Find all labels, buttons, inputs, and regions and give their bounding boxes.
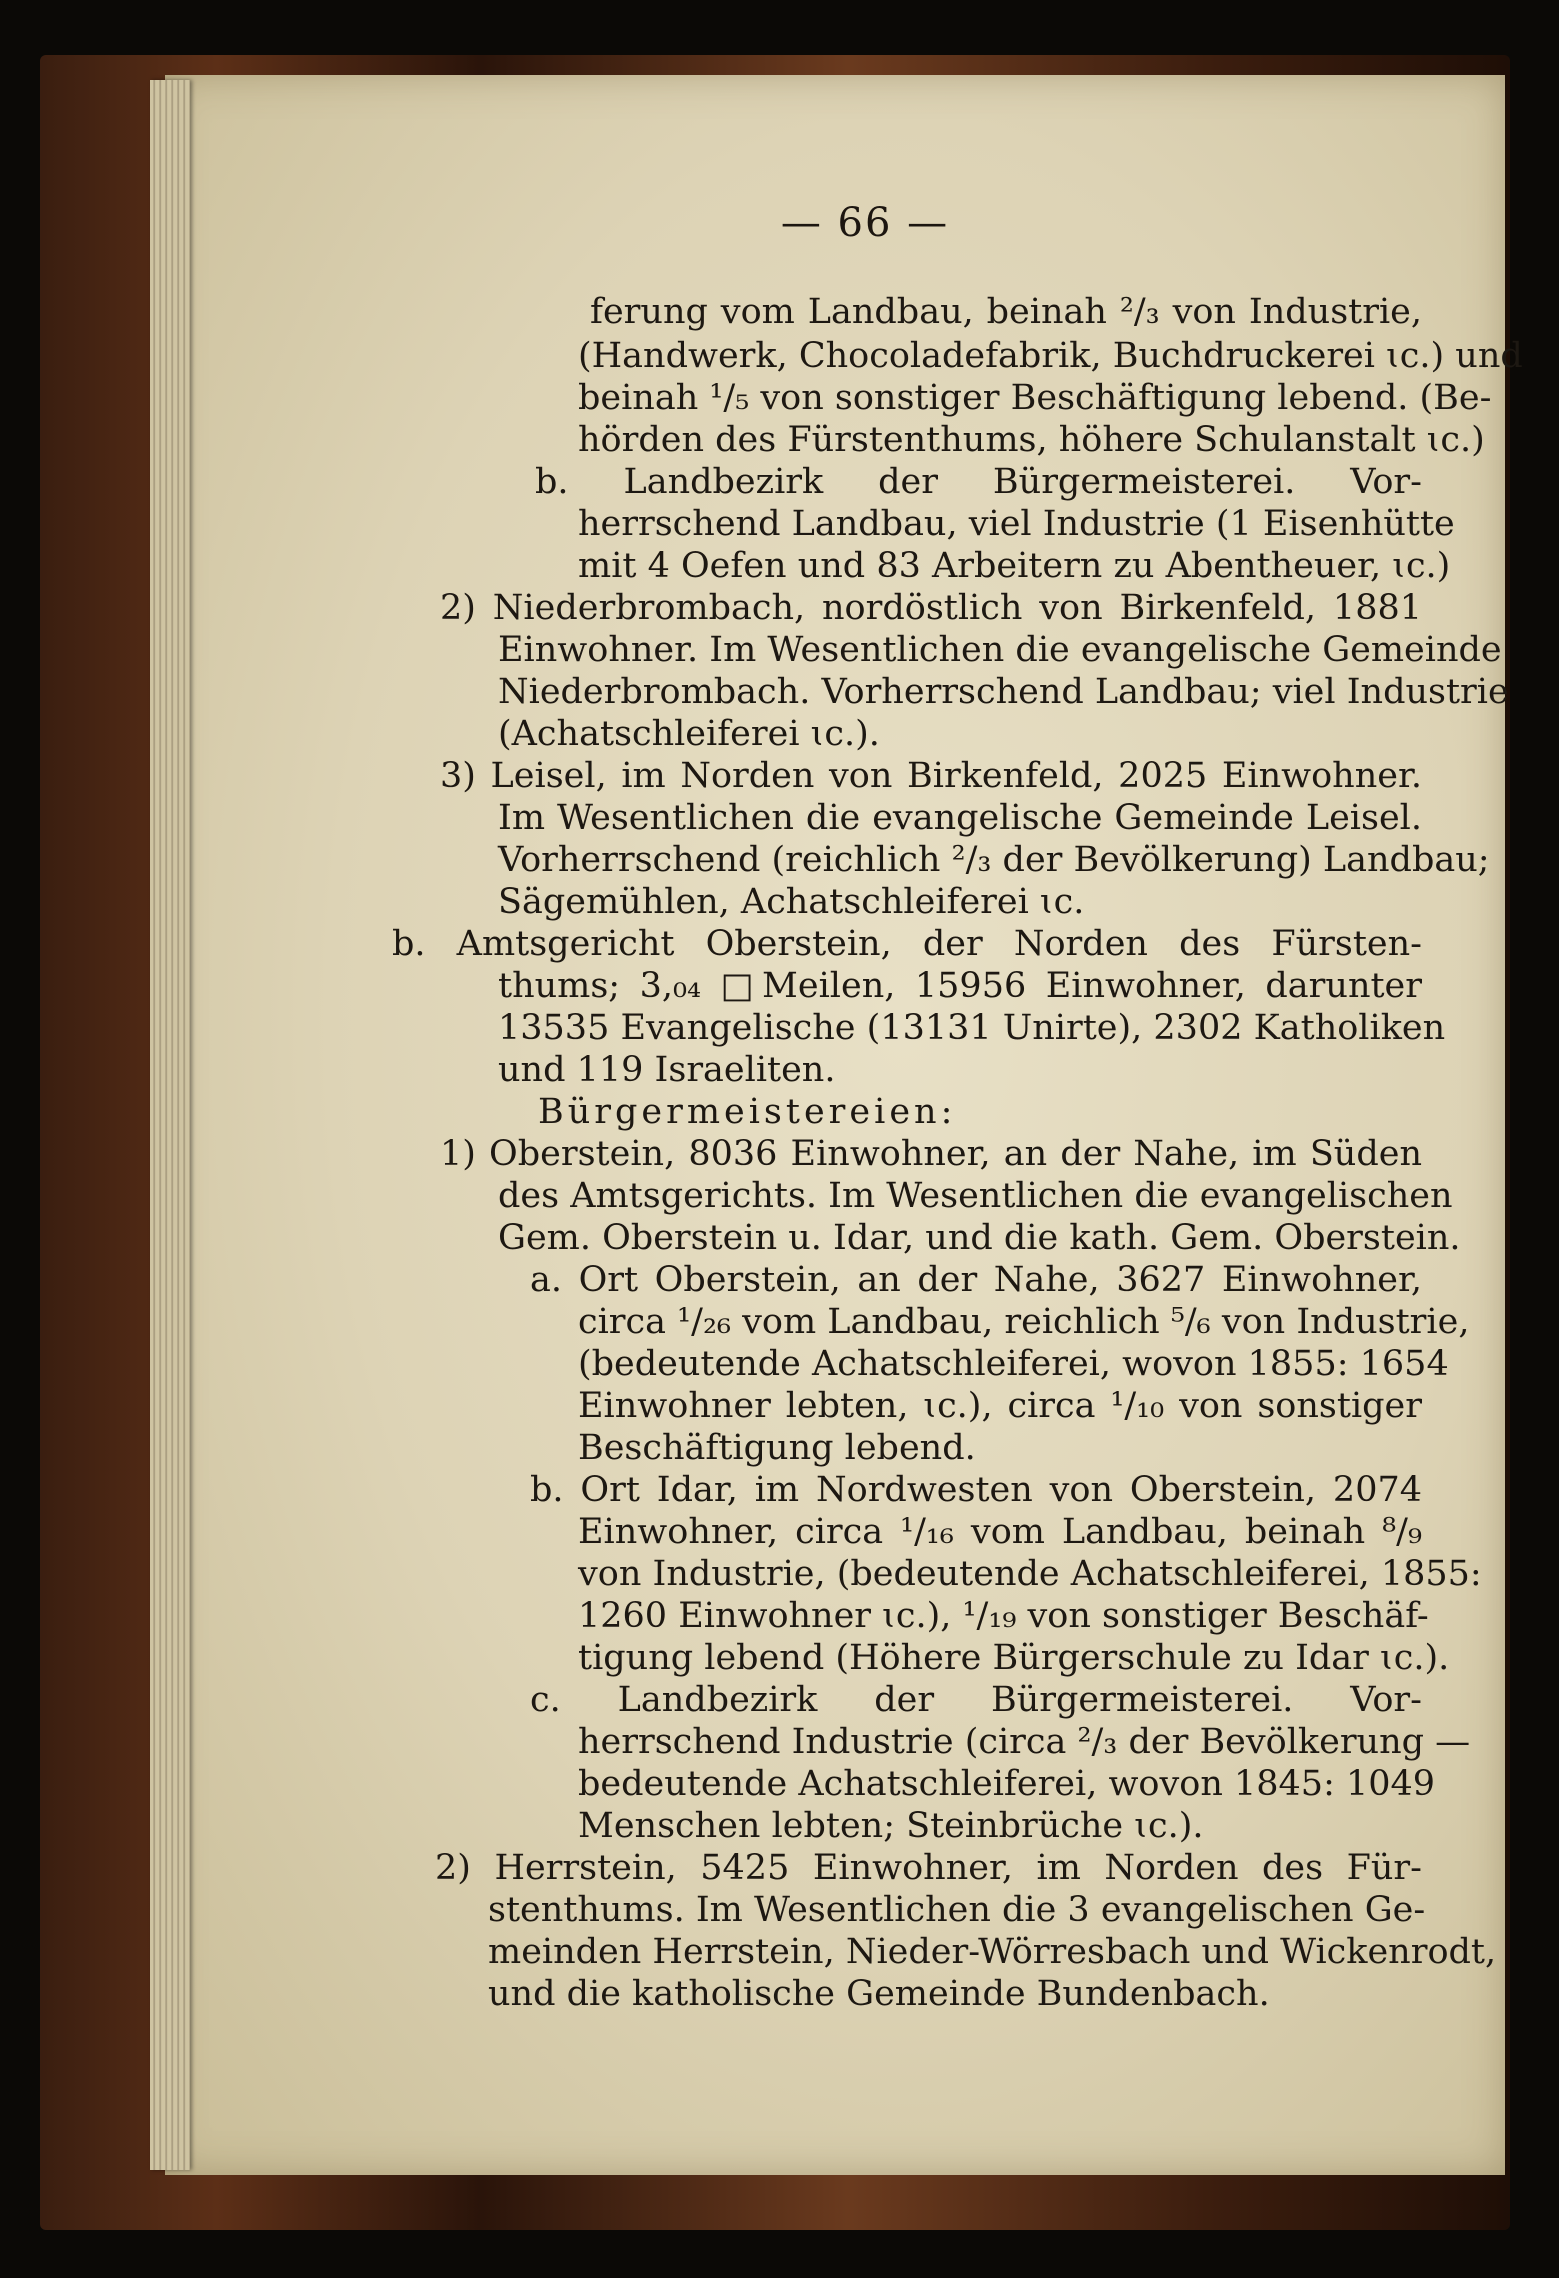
- text-line: 1260 Einwohner ɩc.), ¹/₁₉ von sonstiger Beschäf-: [578, 1596, 1429, 1636]
- text-line: 2) Niederbrombach, nordöstlich von Birkenfeld, 1881: [440, 588, 1422, 628]
- text-line: bedeutende Achatschleiferei, wovon 1845: 1049: [578, 1764, 1436, 1804]
- text-line: Niederbrombach. Vorherrschend Landbau; viel Industrie: [498, 672, 1509, 712]
- text-line: circa ¹/₂₆ vom Landbau, reichlich ⁵/₆ von Industrie,: [578, 1302, 1470, 1342]
- text-line: c. Landbezirk der Bürgermeisterei. Vor-: [530, 1680, 1422, 1720]
- text-line: herrschend Landbau, viel Industrie (1 Eisenhütte: [578, 504, 1455, 544]
- text-line: Sägemühlen, Achatschleiferei ɩc.: [498, 882, 1085, 922]
- text-line: (Handwerk, Chocoladefabrik, Buchdruckerei ɩc.) und: [578, 336, 1523, 376]
- text-line: beinah ¹/₅ von sonstiger Beschäftigung lebend. (Be-: [578, 378, 1492, 418]
- text-line: thums; 3,₀₄ □Meilen, 15956 Einwohner, darunter: [498, 966, 1422, 1006]
- text-line: mit 4 Oefen und 83 Arbeitern zu Abentheuer, ɩc.): [578, 546, 1451, 586]
- text-line: 3) Leisel, im Norden von Birkenfeld, 2025 Einwohner.: [440, 756, 1422, 796]
- text-line: Beschäftigung lebend.: [578, 1428, 976, 1468]
- text-line: von Industrie, (bedeutende Achatschleiferei, 1855:: [578, 1554, 1482, 1594]
- text-line: (Achatschleiferei ɩc.).: [498, 714, 880, 754]
- text-line: Einwohner, circa ¹/₁₆ vom Landbau, beinah ⁸/₉: [578, 1512, 1422, 1552]
- text-line: Menschen lebten; Steinbrüche ɩc.).: [578, 1806, 1204, 1846]
- text-line: und die katholische Gemeinde Bundenbach.: [488, 1974, 1270, 2014]
- text-line: 13535 Evangelische (13131 Unirte), 2302 Katholiken: [498, 1008, 1446, 1048]
- text-line: Einwohner lebten, ɩc.), circa ¹/₁₀ von sonstiger: [578, 1386, 1422, 1426]
- text-line: Gem. Oberstein u. Idar, und die kath. Gem. Oberstein.: [498, 1218, 1461, 1258]
- text-line: Im Wesentlichen die evangelische Gemeinde Leisel.: [498, 798, 1422, 838]
- text-line: ferung vom Landbau, beinah ²/₃ von Industrie,: [590, 292, 1422, 332]
- text-line: tigung lebend (Höhere Bürgerschule zu Idar ɩc.).: [578, 1638, 1450, 1678]
- text-line: des Amtsgerichts. Im Wesentlichen die evangelischen: [498, 1176, 1453, 1216]
- text-line: 1) Oberstein, 8036 Einwohner, an der Nahe, im Süden: [440, 1134, 1422, 1174]
- text-line: stenthums. Im Wesentlichen die 3 evangelischen Ge-: [488, 1890, 1426, 1930]
- text-line: Vorherrschend (reichlich ²/₃ der Bevölkerung) Landbau;: [498, 840, 1490, 880]
- text-line: Einwohner. Im Wesentlichen die evangelische Gemeinde: [498, 630, 1502, 670]
- text-line: und 119 Israeliten.: [498, 1050, 836, 1090]
- text-line: meinden Herrstein, Nieder-Wörresbach und Wickenrodt,: [488, 1932, 1497, 1972]
- text-line: 2) Herrstein, 5425 Einwohner, im Norden des Für-: [435, 1848, 1422, 1888]
- text-line: b. Ort Idar, im Nordwesten von Oberstein, 2074: [530, 1470, 1422, 1510]
- section-heading: Bürgermeistereien:: [538, 1092, 957, 1132]
- text-line: (bedeutende Achatschleiferei, wovon 1855: 1654: [578, 1344, 1449, 1384]
- text-line: hörden des Fürstenthums, höhere Schulanstalt ɩc.): [578, 420, 1485, 460]
- text-line: b. Amtsgericht Oberstein, der Norden des Fürsten-: [392, 924, 1422, 964]
- text-line: b. Landbezirk der Bürgermeisterei. Vor-: [535, 462, 1422, 502]
- text-line: a. Ort Oberstein, an der Nahe, 3627 Einwohner,: [530, 1260, 1422, 1300]
- page-number: — 66 —: [780, 200, 950, 246]
- text-line: herrschend Industrie (circa ²/₃ der Bevölkerung —: [578, 1722, 1471, 1762]
